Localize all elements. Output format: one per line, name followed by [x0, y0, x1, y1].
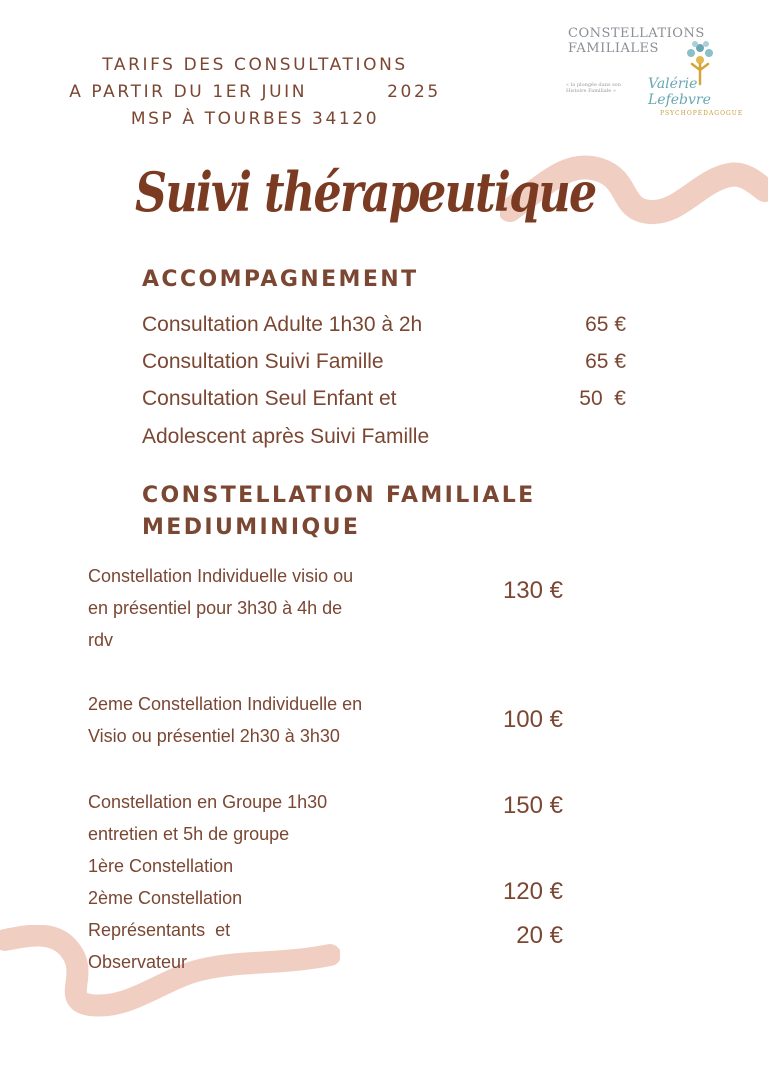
price: 100 € — [502, 706, 563, 733]
list-item: Consultation Seul Enfant et — [142, 387, 397, 410]
logo-name: Valérie Lefebvre — [648, 76, 711, 108]
item-line: 1ère Constellation — [88, 856, 234, 876]
item-line: Visio ou présentiel 2h30 à 3h30 — [88, 726, 340, 746]
item-line: Observateur — [88, 952, 188, 972]
section-heading-line-1: CONSTELLATION FAMILIALE — [142, 483, 536, 508]
logo-title-line-2: FAMILIALES — [568, 41, 659, 56]
item-line: rdv — [88, 630, 114, 650]
section-heading-line-2: MEDIUMINIQUE — [142, 515, 361, 540]
item-line: en présentiel pour 3h30 à 4h de — [88, 598, 343, 618]
logo-title-line-1: CONSTELLATIONS — [568, 26, 705, 41]
price: 20 € — [516, 922, 563, 949]
price: 65 € — [585, 350, 626, 373]
section-heading-constellation — [142, 480, 536, 544]
list-item — [88, 560, 428, 656]
logo — [556, 16, 764, 116]
logo-tagline: « la plongée dans son Histoire Familiale » — [566, 82, 621, 94]
header-line-2: A PARTIR DU 1ER JUIN 2025 — [69, 82, 441, 102]
item-line: 2ème Constellation — [88, 888, 243, 908]
item-line: Constellation Individuelle visio ou — [88, 566, 354, 586]
list-item — [88, 786, 428, 978]
price: 50 € — [579, 387, 626, 410]
item-line: 2eme Constellation Individuelle en — [88, 694, 363, 714]
page-title: Suivi thérapeutique — [135, 160, 596, 224]
logo-subtitle: PSYCHOPÉDAGOGUE — [660, 110, 744, 117]
header-line-3: MSP À TOURBES 34120 — [130, 109, 380, 129]
list-item: Consultation Adulte 1h30 à 2h — [142, 313, 423, 336]
item-line: Constellation en Groupe 1h30 — [88, 792, 328, 812]
price: 120 € — [502, 878, 563, 905]
price: 150 € — [502, 792, 563, 819]
header-text — [40, 52, 470, 133]
price: 65 € — [585, 313, 626, 336]
header-line-1: TARIFS DES CONSULTATIONS — [102, 55, 408, 75]
item-line: entretien et 5h de groupe — [88, 824, 290, 844]
list-item: Adolescent après Suivi Famille — [142, 425, 430, 448]
price: 130 € — [502, 577, 563, 604]
item-line: Représentants et — [88, 920, 231, 940]
list-item — [88, 688, 428, 752]
section-heading-accompagnement: ACCOMPAGNEMENT — [142, 267, 419, 292]
list-item: Consultation Suivi Famille — [142, 350, 384, 373]
